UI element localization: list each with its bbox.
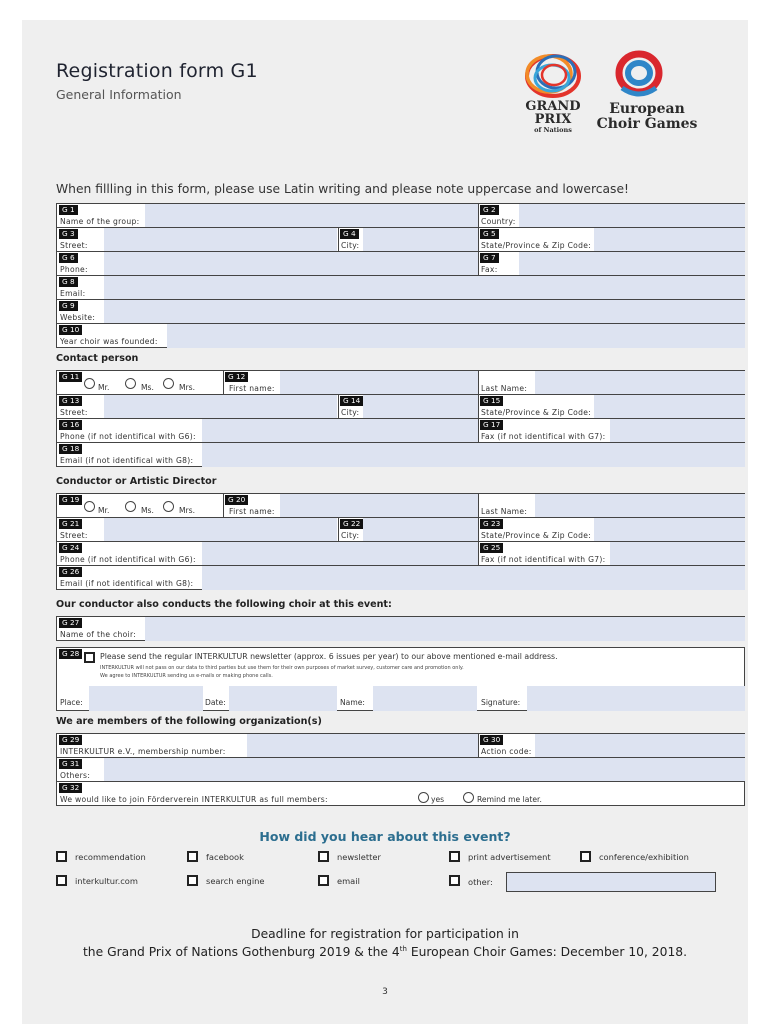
label-website: Website: xyxy=(60,313,96,322)
newsletter-table xyxy=(56,647,745,711)
label-conductor-last-name: Last Name: xyxy=(481,507,528,516)
label-others: Others: xyxy=(60,771,91,780)
label-phone: Phone: xyxy=(60,265,88,274)
label-membership-number: INTERKULTUR e.V., membership number: xyxy=(60,747,226,756)
page-number: 3 xyxy=(382,987,388,997)
print-ad-label: print advertisement xyxy=(468,852,551,862)
newsletter-source-checkbox[interactable] xyxy=(318,851,329,862)
contact-ms-radio[interactable] xyxy=(125,378,136,389)
label-join-foerderverein: We would like to join Förderverein INTERKULTUR as full members: xyxy=(60,795,328,804)
deadline-part-a: the Grand Prix of Nations Gothenburg 2019 & the 4 xyxy=(82,945,400,960)
logo-grand: GRAND xyxy=(525,99,581,114)
code-g20: G 20 xyxy=(225,495,248,505)
label-state-zip: State/Province & Zip Code: xyxy=(481,241,592,250)
label-conductor-email: Email (if not identifical with G8): xyxy=(60,579,194,588)
deadline-line-1: Deadline for registration for participation in xyxy=(251,927,519,941)
row-g13-g15 xyxy=(57,395,744,419)
label-conductor-fax: Fax (if not identifical with G7): xyxy=(481,555,606,564)
row-g32 xyxy=(57,782,744,806)
contact-street-field[interactable] xyxy=(104,395,337,418)
code-g27: G 27 xyxy=(59,618,82,628)
conductor-first-name-field[interactable] xyxy=(280,494,478,517)
logo-choir-games: Choir Games xyxy=(596,115,698,132)
choir-name-field[interactable] xyxy=(145,617,745,641)
logo-european: European xyxy=(609,101,685,117)
label-place: Place: xyxy=(60,698,83,707)
newsletter-source-label: newsletter xyxy=(337,852,381,862)
fax-field[interactable] xyxy=(519,252,745,275)
label-contact-street: Street: xyxy=(60,408,88,417)
contact-ms-label: Ms. xyxy=(141,383,154,392)
logo-of-nations: of Nations xyxy=(534,126,572,134)
label-signature: Signature: xyxy=(481,698,521,707)
ecg-swirl-icon xyxy=(592,50,702,98)
code-g9: G 9 xyxy=(59,301,78,311)
label-conductor-state-zip: State/Province & Zip Code: xyxy=(481,531,592,540)
row-g11-g12 xyxy=(57,371,744,395)
contact-mr-radio[interactable] xyxy=(84,378,95,389)
code-g17: G 17 xyxy=(480,420,503,430)
code-g11: G 11 xyxy=(59,372,82,382)
row-g1-g2 xyxy=(57,204,744,228)
label-conductor-first-name: First name: xyxy=(229,507,275,516)
deadline-part-b: European Choir Games: December 10, 2018. xyxy=(406,945,688,960)
other-source-field[interactable] xyxy=(506,872,716,892)
code-g19: G 19 xyxy=(59,495,82,505)
street-field[interactable] xyxy=(104,228,337,251)
code-g8: G 8 xyxy=(59,277,78,287)
code-g30: G 30 xyxy=(480,735,503,745)
label-contact-city: City: xyxy=(341,408,360,417)
code-g23: G 23 xyxy=(480,519,503,529)
search-engine-checkbox[interactable] xyxy=(187,875,198,886)
code-g21: G 21 xyxy=(59,519,82,529)
row-g6-g7 xyxy=(57,252,744,276)
website-field[interactable] xyxy=(104,300,745,323)
row-g16-g17 xyxy=(57,419,744,443)
contact-state-zip-field[interactable] xyxy=(594,395,745,418)
remind-later-label: Remind me later. xyxy=(477,795,542,804)
conductor-ms-label: Ms. xyxy=(141,506,154,515)
grand-prix-rings-icon xyxy=(516,50,590,100)
label-conductor-street: Street: xyxy=(60,531,88,540)
year-founded-field[interactable] xyxy=(167,324,745,348)
code-g13: G 13 xyxy=(59,396,82,406)
group-name-field[interactable] xyxy=(145,204,478,227)
deadline-sup: th xyxy=(399,945,407,953)
code-g6: G 6 xyxy=(59,253,78,263)
name-field[interactable] xyxy=(373,686,477,711)
label-contact-email: Email (if not identifical with G8): xyxy=(60,456,194,465)
others-field[interactable] xyxy=(104,758,745,781)
code-g25: G 25 xyxy=(480,543,503,553)
members-heading: We are members of the following organization(s) xyxy=(56,716,322,727)
label-action-code: Action code: xyxy=(481,747,532,756)
newsletter-checkbox[interactable] xyxy=(84,652,95,663)
group-table xyxy=(56,203,745,348)
row-g10 xyxy=(57,324,744,348)
code-g15: G 15 xyxy=(480,396,503,406)
code-g5: G 5 xyxy=(480,229,499,239)
date-field[interactable] xyxy=(229,686,337,711)
conductor-phone-field[interactable] xyxy=(202,542,478,565)
print-ad-checkbox[interactable] xyxy=(449,851,460,862)
code-g16: G 16 xyxy=(59,420,82,430)
email-field[interactable] xyxy=(104,276,745,299)
email-source-label: email xyxy=(337,876,360,886)
membership-number-field[interactable] xyxy=(247,734,478,757)
deadline-line-2 xyxy=(22,945,748,959)
label-choir-name: Name of the choir: xyxy=(60,630,137,639)
conductor-heading: Conductor or Artistic Director xyxy=(56,476,217,487)
label-contact-last-name: Last Name: xyxy=(481,384,528,393)
members-table xyxy=(56,733,745,806)
code-g3: G 3 xyxy=(59,229,78,239)
page-subtitle: General Information xyxy=(56,87,182,102)
form-page xyxy=(22,20,748,1024)
instruction-text: When fillling in this form, please use Latin writing and please note uppercase and lowercase! xyxy=(56,182,629,196)
label-contact-state-zip: State/Province & Zip Code: xyxy=(481,408,592,417)
label-date: Date: xyxy=(205,698,226,707)
facebook-checkbox[interactable] xyxy=(187,851,198,862)
code-g2: G 2 xyxy=(480,205,499,215)
grand-prix-logo xyxy=(516,50,590,134)
conductor-table xyxy=(56,493,745,590)
interkultur-com-checkbox[interactable] xyxy=(56,875,67,886)
label-contact-fax: Fax (if not identifical with G7): xyxy=(481,432,606,441)
recommendation-label: recommendation xyxy=(75,852,146,862)
newsletter-consent-note: We agree to INTERKULTUR sending us e-mails or making phone calls. xyxy=(100,673,273,679)
row-g21-g23 xyxy=(57,518,744,542)
contact-phone-field[interactable] xyxy=(202,419,478,442)
label-fax: Fax: xyxy=(481,265,498,274)
conductor-city-field[interactable] xyxy=(363,518,478,541)
row-g3-g5 xyxy=(57,228,744,252)
conductor-mr-radio[interactable] xyxy=(84,501,95,512)
other-choir-table xyxy=(56,616,745,641)
label-email: Email: xyxy=(60,289,86,298)
code-g7: G 7 xyxy=(480,253,499,263)
label-contact-phone: Phone (if not identifical with G6): xyxy=(60,432,196,441)
code-g32: G 32 xyxy=(59,783,82,793)
state-zip-field[interactable] xyxy=(594,228,745,251)
code-g14: G 14 xyxy=(340,396,363,406)
country-field[interactable] xyxy=(519,204,745,227)
label-year-founded: Year choir was founded: xyxy=(60,337,158,346)
conductor-state-zip-field[interactable] xyxy=(594,518,745,541)
join-yes-radio[interactable] xyxy=(418,792,429,803)
label-contact-first-name: First name: xyxy=(229,384,275,393)
row-g24-g25 xyxy=(57,542,744,566)
newsletter-text: Please send the regular INTERKULTUR newsletter (approx. 6 issues per year) to our above mentioned e-mail address. xyxy=(100,652,558,661)
other-choir-heading: Our conductor also conducts the following choir at this event: xyxy=(56,599,392,610)
code-g4: G 4 xyxy=(340,229,359,239)
contact-city-field[interactable] xyxy=(363,395,478,418)
contact-heading: Contact person xyxy=(56,353,139,364)
recommendation-checkbox[interactable] xyxy=(56,851,67,862)
code-g26: G 26 xyxy=(59,567,82,577)
interkultur-com-label: interkultur.com xyxy=(75,876,138,886)
label-street: Street: xyxy=(60,241,88,250)
label-country: Country: xyxy=(481,217,516,226)
email-source-checkbox[interactable] xyxy=(318,875,329,886)
row-g26 xyxy=(57,566,744,590)
european-choir-games-logo xyxy=(592,50,702,134)
label-city: City: xyxy=(341,241,360,250)
conductor-mrs-label: Mrs. xyxy=(179,506,196,515)
code-g18: G 18 xyxy=(59,444,82,454)
signature-field[interactable] xyxy=(527,686,745,711)
other-checkbox[interactable] xyxy=(449,875,460,886)
search-engine-label: search engine xyxy=(206,876,265,886)
row-g19-g20 xyxy=(57,494,744,518)
conference-label: conference/exhibition xyxy=(599,852,689,862)
contact-email-field[interactable] xyxy=(202,443,745,467)
row-g18 xyxy=(57,443,744,467)
conductor-street-field[interactable] xyxy=(104,518,337,541)
code-g10: G 10 xyxy=(59,325,82,335)
join-yes-label: yes xyxy=(431,795,445,804)
row-g27 xyxy=(57,617,744,641)
phone-field[interactable] xyxy=(104,252,478,275)
newsletter-privacy-note: INTERKULTUR will not pass on our data to third parties but use them for their own purposes of market survey, customer care and promotion only. xyxy=(100,665,464,671)
row-g29-g30 xyxy=(57,734,744,758)
code-g29: G 29 xyxy=(59,735,82,745)
conference-checkbox[interactable] xyxy=(580,851,591,862)
conductor-mr-label: Mr. xyxy=(98,506,110,515)
place-field[interactable] xyxy=(89,686,203,711)
code-g31: G 31 xyxy=(59,759,82,769)
conductor-ms-radio[interactable] xyxy=(125,501,136,512)
hear-about-heading: How did you hear about this event? xyxy=(259,829,511,844)
code-g22: G 22 xyxy=(340,519,363,529)
conductor-mrs-radio[interactable] xyxy=(163,501,174,512)
code-g12: G 12 xyxy=(225,372,248,382)
contact-first-name-field[interactable] xyxy=(280,371,478,394)
contact-fax-field[interactable] xyxy=(610,419,745,442)
conductor-fax-field[interactable] xyxy=(610,542,745,565)
contact-mrs-label: Mrs. xyxy=(179,383,196,392)
other-label: other: xyxy=(468,877,493,887)
contact-last-name-field[interactable] xyxy=(535,371,745,394)
contact-mr-label: Mr. xyxy=(98,383,110,392)
action-code-field[interactable] xyxy=(535,734,745,757)
row-g9 xyxy=(57,300,744,324)
label-conductor-phone: Phone (if not identifical with G6): xyxy=(60,555,196,564)
code-g1: G 1 xyxy=(59,205,78,215)
label-name: Name: xyxy=(340,698,365,707)
conductor-email-field[interactable] xyxy=(202,566,745,590)
label-group-name: Name of the group: xyxy=(60,217,140,226)
label-conductor-city: City: xyxy=(341,531,360,540)
contact-mrs-radio[interactable] xyxy=(163,378,174,389)
row-g31 xyxy=(57,758,744,782)
contact-table xyxy=(56,370,745,467)
code-g24: G 24 xyxy=(59,543,82,553)
facebook-label: facebook xyxy=(206,852,244,862)
code-g28: G 28 xyxy=(59,649,82,659)
city-field[interactable] xyxy=(363,228,478,251)
page-title: Registration form G1 xyxy=(56,60,258,82)
remind-later-radio[interactable] xyxy=(463,792,474,803)
conductor-last-name-field[interactable] xyxy=(535,494,745,517)
row-g8 xyxy=(57,276,744,300)
logo-prix: PRIX xyxy=(534,112,572,127)
